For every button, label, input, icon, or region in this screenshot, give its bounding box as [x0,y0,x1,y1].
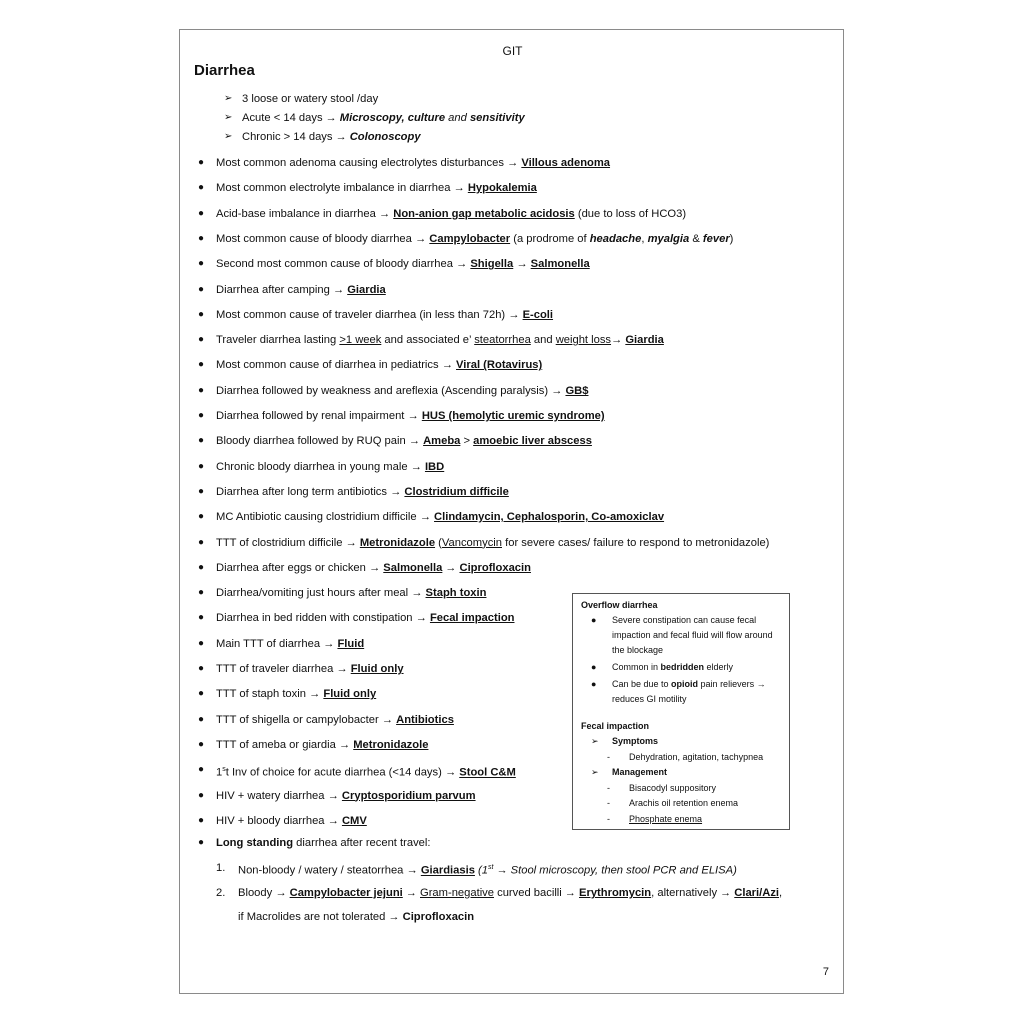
bullet-dot-icon: ● [198,384,205,396]
bullet-dot-icon: ● [198,308,205,320]
bullet-dot-icon: ● [198,789,205,801]
right-arrow-icon: → [756,679,766,689]
right-arrow-icon: → [388,911,400,923]
arrow-bullet-icon: ➢ [591,736,599,746]
bullet-dot-icon: ● [198,410,205,421]
bullet-dot-icon: ● [198,612,205,624]
bullet-dot-icon: ● [198,688,205,700]
right-arrow-icon: → [325,112,337,124]
document-page: GIT Diarrhea ➢ 3 loose or watery stool /day ➢ Acute < 14 days → Microscopy, culture and sensitivity ➢ Chronic > 14 days → Colonoscopy ● Most common adenoma causing electrolytes disturbances → Villous adenoma ● Most common electrolyte imbalance in diarrhea → Hypokalemia ● Acid-base imbalance in diarrhea → Non-anion gap metabolic acidosis (due to loss of HCO3) ● Most common cause of bloody diarrhea → Campylobacter (a prodrome of headache, myalgia & fever) ● Second most common cause of bloody diarrhea → Shigella → Salmonella ● Diarrhea after camping → Giardia ● Most common cause of traveler diarrhea (in less than 72h) → E-coli ● Traveler diarrhea lasting >1 week and associated e’ steatorrhea and weight loss→ Giardia ● Most common cause of diarrhea in pediatrics → Viral (Rotavirus) ● Diarrhea followed by weakness and areflexia (Ascending paralysis) → GB$ ● Diarrhea followed by renal impairment → HUS (hemolytic uremic syndrome) ● Bloody diarrhea followed by RUQ pain → Ameba > amoebic liver abscess ● Chronic bloody diarrhea in young male → IBD ● Diarrhea after long term antibiotics → Clostridium difficile ● MC Antibiotic causing clostridium difficile → Clindamycin, Cephalosporin, Co-amoxiclav ● TTT of clostridium difficile → Metronidazole (Vancomycin for severe cases/ failure to respond to metronidazole) ● Diarrhea after eggs or chicken → Salmonella → Ciprofloxacin ● Diarrhea/vomiting just hours after meal → Staph toxin ● Diarrhea in bed ridden with constipation → Fecal impaction ● Main TTT of diarrhea → Fluid ● TTT of traveler diarrhea → Fluid only ● TTT of staph toxin → Fluid only ● TTT of shigella or campylobacter → Antibiotics ● TTT of ameba or giardia → Metronidazole ● 1$^s$t Inv of choice for acute diarrhea (<14 days) → Stool C&M ● HIV + watery diarrhea → Cryptosporidium parvum ● HIV + bloody diarrhea → CMV ● Long standing diarrhea after recent travel: 1. Non-bloody / watery / steatorrhea → Giardiasis (1st → Stool microscopy, then stool PCR and ELISA) 2. Bloody → Campylobacter jejuni → Gram-negative curved bacilli → Erythromycin, alternatively → Clari/Azi, if Macrolides are not tolerated → Ciprofloxacin Overflow diarrhea ● Severe constipation can cause fecal impaction and fecal fluid will flow around the blockage ● Common in bedridden elderly ● Can be due to opioid pain relievers → reduces GI motility Fecal impaction ➢ Symptoms - Dehydration, agitation, tachypnea ➢ Management - Bisacodyl suppository - Arachis oil retention enema - Phosphate enema 7 [179,29,844,994]
bullet-dot-icon: ● [198,283,205,295]
bullet-dot-icon: ● [198,561,205,573]
bullet-dot-icon: ● [198,713,205,725]
bullet-dot-icon: ● [198,232,205,244]
page-title: Diarrhea [194,62,255,79]
bullet-dot-icon: ● [198,485,205,497]
arrow-bullet-icon: ➢ [224,93,233,104]
right-arrow-icon: → [405,887,417,899]
bullet-dot-icon: ● [198,764,205,776]
bullet-dot-icon: ● [198,207,205,219]
bullet-dot-icon: ● [198,738,205,750]
bullet-dot-icon: ● [591,662,597,672]
arrow-bullet-icon: ➢ [224,112,233,123]
right-arrow-icon: → [442,561,460,574]
bullet-dot-icon: ● [198,536,205,548]
bullet-dot-icon: ● [198,460,205,472]
right-arrow-icon: → [720,887,732,899]
bullet-dot-icon: ● [198,157,205,168]
right-arrow-icon: → [335,131,347,143]
bullet-dot-icon: ● [591,615,597,625]
bullet-dot-icon: ● [591,679,597,689]
bullet-dot-icon: ● [198,511,205,523]
right-arrow-icon: → [564,887,576,899]
bullet-dot-icon: ● [198,359,205,371]
page-number: 7 [822,966,829,978]
arrow-bullet-icon: ➢ [591,767,599,777]
bullet-dot-icon: ● [198,435,205,447]
bullet-dot-icon: ● [198,334,205,346]
right-arrow-icon: → [496,864,508,877]
bullet-dot-icon: ● [198,587,205,599]
page-header: GIT [502,44,523,58]
bullet-dot-icon: ● [198,182,205,194]
bullet-dot-icon: ● [198,258,205,270]
overflow-diarrhea-box: Overflow diarrhea ● Severe constipation can cause fecal impaction and fecal fluid will flow around the blockage ● Common in bedridden elderly ● Can be due to opioid pain relievers → reduces GI motility Fecal impaction ➢ Symptoms - Dehydration, agitation, tachypnea ➢ Management - Bisacodyl suppository - Arachis oil retention enema - Phosphate enema [572,593,790,830]
bullet-dot-icon: ● [198,637,205,649]
bullet-dot-icon: ● [198,837,205,848]
bullet-dot-icon: ● [198,814,205,826]
bullet-dot-icon: ● [198,663,205,674]
arrow-bullet-icon: ➢ [224,131,233,142]
